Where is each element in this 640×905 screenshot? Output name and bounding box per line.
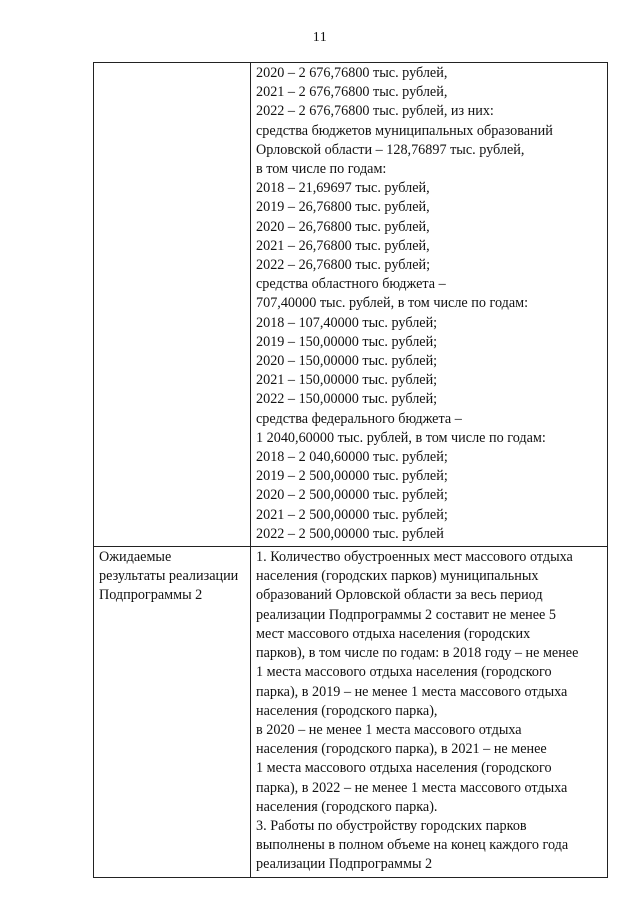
label-line: результаты реализации (99, 568, 239, 585)
results-line: населения (городских парков) муниципальных (256, 568, 539, 585)
page-number: 11 (312, 30, 328, 45)
financing-line: 2022 – 26,76800 тыс. рублей; (256, 257, 431, 274)
financing-line: 2018 – 107,40000 тыс. рублей; (256, 314, 438, 331)
results-line: населения (городского парка), в 2021 – не менее (256, 741, 547, 758)
table-row-expected-results (94, 547, 608, 877)
table-row-financing (94, 63, 608, 547)
financing-line: 2020 – 150,00000 тыс. рублей; (256, 353, 438, 370)
financing-line: в том числе по годам: (256, 161, 387, 178)
results-line: реализации Подпрограммы 2 составит не менее 5 (256, 606, 556, 623)
results-line: 1 места массового отдыха населения (городского (256, 760, 552, 777)
financing-line: 2020 – 2 500,00000 тыс. рублей; (256, 487, 448, 504)
financing-line: средства федерального бюджета – (256, 410, 462, 427)
financing-line: 2022 – 2 500,00000 тыс. рублей (256, 525, 444, 542)
financing-cell (251, 63, 608, 547)
financing-line: 2021 – 150,00000 тыс. рублей; (256, 372, 438, 389)
results-line: в 2020 – не менее 1 места массового отдыха (256, 721, 522, 738)
financing-line: 2019 – 2 500,00000 тыс. рублей; (256, 468, 448, 485)
results-line: парка), в 2019 – не менее 1 места массового отдыха (256, 683, 568, 700)
financing-line: 2021 – 2 500,00000 тыс. рублей; (256, 506, 448, 523)
financing-line: Орловской области – 128,76897 тыс. рублей, (256, 141, 525, 158)
financing-line: 2019 – 150,00000 тыс. рублей; (256, 333, 438, 350)
row-label-empty (94, 63, 251, 547)
financing-line: 2019 – 26,76800 тыс. рублей, (256, 199, 430, 216)
financing-line: 1 2040,60000 тыс. рублей, в том числе по годам: (256, 429, 546, 446)
results-line: выполнены в полном объеме на конец каждого года (256, 837, 569, 854)
financing-line: 2018 – 2 040,60000 тыс. рублей; (256, 449, 448, 466)
label-line: Ожидаемые (99, 549, 172, 566)
results-line: населения (городского парка), (256, 702, 438, 719)
results-line: парков), в том числе по годам: в 2018 году – не менее (256, 645, 579, 662)
financing-line: 2021 – 26,76800 тыс. рублей, (256, 237, 430, 254)
results-line: мест массового отдыха населения (городских (256, 625, 531, 642)
results-line: образований Орловской области за весь период (256, 587, 543, 604)
financing-line: 2020 – 26,76800 тыс. рублей, (256, 218, 430, 235)
financing-line: 2018 – 21,69697 тыс. рублей, (256, 180, 430, 197)
results-line: населения (городского парка). (256, 798, 438, 815)
financing-line: 2020 – 2 676,76800 тыс. рублей, (256, 65, 448, 81)
expected-results-label (94, 547, 251, 877)
results-line: 1. Количество обустроенных мест массового отдыха (256, 549, 573, 566)
results-line: 3. Работы по обустройству городских парков (256, 817, 527, 834)
financing-line: 707,40000 тыс. рублей, в том числе по годам: (256, 295, 529, 312)
results-line: реализации Подпрограммы 2 (256, 856, 433, 873)
results-line: парка), в 2022 – не менее 1 места массового отдыха (256, 779, 568, 796)
passport-table (93, 62, 608, 878)
label-line: Подпрограммы 2 (99, 587, 203, 604)
financing-line: 2021 – 2 676,76800 тыс. рублей, (256, 84, 448, 101)
financing-line: 2022 – 150,00000 тыс. рублей; (256, 391, 438, 408)
financing-line: средства областного бюджета – (256, 276, 446, 293)
results-line: 1 места массового отдыха населения (городского (256, 664, 552, 681)
expected-results-cell (251, 547, 608, 877)
financing-line: 2022 – 2 676,76800 тыс. рублей, из них: (256, 103, 494, 120)
financing-line: средства бюджетов муниципальных образований (256, 122, 553, 139)
